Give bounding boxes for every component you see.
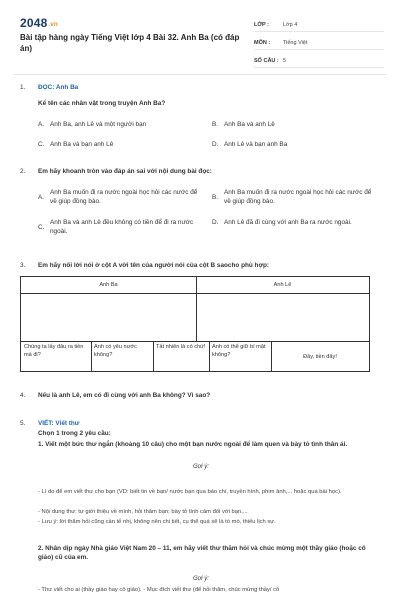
meta-grade: LỚP : Lớp 4 bbox=[254, 18, 384, 32]
question-5: 5. VIẾT: Viết thư Chọn 1 trong 2 yêu cầu: 1. Viết một bức thư ngắn (khoảng 10 câu) cho một bạn nước ngoài để làm quen và bày tỏ tình thân ái. Gợi ý: bbox=[20, 420, 382, 600]
hint-4: - Thư viết cho ai (thầy giáo hay cô giáo). - Mục đích viết thư (để hỏi thăm, chúc mừng thầy/ cô bbox=[38, 587, 280, 593]
section-heading-read: ĐỌC: Anh Ba bbox=[38, 84, 79, 91]
quote-4[interactable]: Anh có thể giữ bí mật không? bbox=[212, 344, 266, 358]
hint-3: - Lưu ý: lời thăm hỏi cũng cần tế nhị, không nên chi tiết, cụ thể quá sẽ là tò mò, thiếu lịch sự. bbox=[38, 519, 276, 525]
option-2b[interactable]: B. Anh Ba muốn đi ra nước ngoài học hỏi các nước để về giúp đồng bào. bbox=[212, 189, 372, 205]
question-2: 2. Em hãy khoanh tròn vào đáp án sai với nội dung bài đọc: A. Anh Ba muốn đi ra nước ngoài học hỏi các nước để về giúp đồng bào. B. Anh Ba muốn đi ra nước ngoài học hỏi các nước để về giúp đồng bào. C. Anh Ba và anh Lê đều không có tiền để đi ra nước ngoài. D. Anh Lê đã đi cùng với anh Ba ra nước ngoài. bbox=[20, 168, 382, 248]
question-2-prompt: Em hãy khoanh tròn vào đáp án sai với nội dung bài đọc: bbox=[38, 168, 212, 175]
quote-2[interactable]: Anh có yêu nước không? bbox=[94, 344, 137, 358]
hint-title-1: Gợi ý: bbox=[193, 464, 209, 470]
meta-question-count: SỐ CÂU : 5 bbox=[254, 54, 384, 68]
quote-1[interactable]: Chúng ta lấy đâu ra tiền mà đi? bbox=[24, 344, 84, 358]
page-title: Bài tập hàng ngày Tiếng Việt lớp 4 Bài 32. Anh Ba (có đáp án) bbox=[20, 33, 240, 53]
quote-3[interactable]: Tất nhiên là có chứ! bbox=[156, 344, 206, 350]
option-1b[interactable]: B. Anh Ba và anh Lê bbox=[212, 121, 275, 128]
option-2c[interactable]: C. Anh Ba và anh Lê đều không có tiền để đi ra nước ngoài. bbox=[38, 219, 194, 235]
section-heading-write: VIẾT: Viết thư bbox=[38, 420, 80, 427]
site-logo[interactable]: 2048.vn bbox=[20, 16, 58, 30]
question-3-prompt: Em hãy nối lời nói ở cột A với tên của người nói của cột B saocho phù hợp: bbox=[38, 262, 270, 269]
question-4-prompt: Nếu là anh Lê, em có đi cùng với anh Ba không? Vì sao? bbox=[38, 392, 211, 399]
option-2d[interactable]: D. Anh Lê đã đi cùng với anh Ba ra nước ngoài. bbox=[212, 219, 352, 226]
meta-info bbox=[254, 18, 384, 72]
header-divider bbox=[14, 74, 386, 75]
column-b-header: Anh Lê bbox=[196, 277, 369, 294]
option-2a[interactable]: A. Anh Ba muốn đi ra nước ngoài học hỏi các nước để về giúp đồng bào. bbox=[38, 189, 198, 205]
question-4: 4. Nếu là anh Lê, em có đi cùng với anh Ba không? Vì sao? bbox=[20, 392, 211, 399]
quote-5[interactable]: Đây, tiền đây! bbox=[303, 354, 337, 360]
column-a-header: Anh Ba bbox=[21, 277, 196, 294]
matching-table bbox=[20, 276, 370, 372]
option-1d[interactable]: D. Anh Lê và bạn anh Ba bbox=[212, 141, 288, 148]
hint-1: - Lí do để em viết thư cho bạn (VD: biết tin về bạn/ nước bạn qua báo chí, truyền hình, phim ảnh,... hoặc qua bài học). bbox=[38, 489, 342, 495]
header bbox=[16, 14, 386, 74]
task-1: 1. Viết một bức thư ngắn (khoảng 10 câu) cho một bạn nước ngoài để làm quen và bày tỏ tình thân ái. bbox=[38, 441, 348, 448]
option-1a[interactable]: A. Anh Ba, anh Lê và một người bạn bbox=[38, 121, 147, 128]
question-1: 1. ĐỌC: Anh Ba Kể tên các nhân vật trong truyện Anh Ba? A. Anh Ba, anh Lê và một người bạn B. Anh Ba và anh Lê C. Anh Ba và bạn anh Lê D. Anh Lê và bạn anh Ba bbox=[20, 84, 382, 154]
instruction: Chọn 1 trong 2 yêu cầu: bbox=[38, 430, 111, 437]
table-divider bbox=[196, 277, 197, 341]
task-2-block bbox=[20, 544, 382, 574]
meta-subject: MÔN : Tiếng Việt bbox=[254, 36, 384, 50]
option-1c[interactable]: C. Anh Ba và bạn anh Lê bbox=[38, 141, 114, 148]
task-2: 2. Nhân dịp ngày Nhà giáo Việt Nam 20 – 11, em hãy viết thư thăm hỏi và chúc mừng một thầy giáo (hoặc cô giáo) cũ của em. bbox=[38, 545, 366, 561]
hint-2: - Nội dung thư: tự giới thiệu về mình, hỏi thăm bạn; bày tỏ tình cảm đối với bạn,... bbox=[38, 509, 248, 515]
hint-title-2: Gợi ý: bbox=[193, 576, 209, 582]
question-1-prompt: Kể tên các nhân vật trong truyện Anh Ba? bbox=[38, 100, 166, 107]
question-3: 3. Em hãy nối lời nói ở cột A với tên của người nói của cột B saocho phù hợp: bbox=[20, 262, 270, 269]
